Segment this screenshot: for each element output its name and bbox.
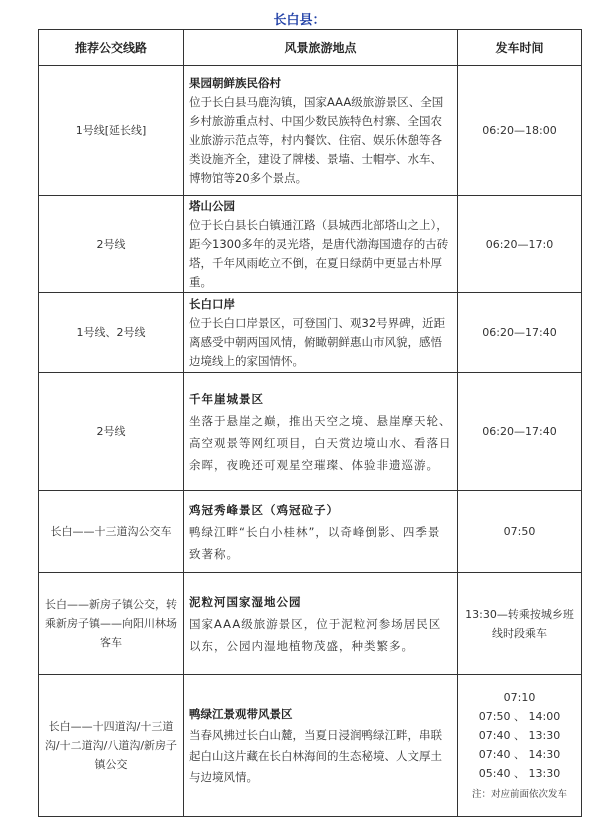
header-time: 发车时间 xyxy=(458,30,582,66)
header-place: 风景旅游地点 xyxy=(184,30,458,66)
table-row xyxy=(39,675,582,817)
place-name: 长白口岸 xyxy=(189,296,235,311)
place-cell xyxy=(184,573,458,675)
time-cell: 06:20—17:40 xyxy=(458,373,582,491)
table-row xyxy=(39,491,582,573)
table-header-row xyxy=(39,30,582,66)
place-name: 泥粒河国家湿地公园 xyxy=(189,594,302,609)
departure-time: 07:40 、 13:30 xyxy=(478,728,561,742)
time-cell: 07:50 xyxy=(458,491,582,573)
place-description: 鸭绿江畔“长白小桂林”，以奇峰倒影、四季景致著称。 xyxy=(189,524,441,561)
header-route: 推荐公交线路 xyxy=(39,30,184,66)
table-row xyxy=(39,373,582,491)
time-cell xyxy=(458,675,582,817)
place-name: 鸡冠秀峰景区（鸡冠砬子） xyxy=(189,502,339,517)
route-cell: 2号线 xyxy=(39,373,184,491)
time-cell: 06:20—17:0 xyxy=(458,196,582,293)
departure-time: 07:40 、 14:30 xyxy=(478,747,561,761)
place-description: 国家AAA级旅游景区，位于泥粒河参场居民区以东，公园内湿地植物茂盛，种类繁多。 xyxy=(189,616,442,653)
route-cell: 1号线、2号线 xyxy=(39,293,184,373)
place-cell xyxy=(184,196,458,293)
place-description: 位于长白县马鹿沟镇，国家AAA级旅游景区、全国乡村旅游重点村、中国少数民族特色村寨、全国农业旅游示范点等，村内餐饮、住宿、娱乐休憩等各类设施齐全，建设了牌楼、景墙、士帽亭、水车、博物馆等20多个景点。 xyxy=(189,94,444,185)
place-cell xyxy=(184,491,458,573)
table-row xyxy=(39,196,582,293)
time-cell: 06:20—18:00 xyxy=(458,66,582,196)
place-cell xyxy=(184,293,458,373)
place-name: 果园朝鲜族民俗村 xyxy=(189,75,281,90)
place-description: 坐落于悬崖之巅，推出天空之境、悬崖摩天轮、高空观景等网红项目，白天赏边境山水、看落日余晖，夜晚还可观星空璀璨、体验非遗巡游。 xyxy=(189,413,452,472)
time-cell: 06:20—17:40 xyxy=(458,293,582,373)
time-cell: 13:30—转乘按城乡班线时段乘车 xyxy=(458,573,582,675)
bus-route-table xyxy=(38,29,582,817)
departure-time: 07:10 xyxy=(503,690,536,704)
route-cell: 长白——十四道沟/十三道沟/十二道沟/八道沟/新房子镇公交 xyxy=(39,675,184,817)
departure-time: 05:40 、 13:30 xyxy=(478,766,561,780)
place-name: 千年崖城景区 xyxy=(189,391,264,406)
place-name: 鸭绿江景观带风景区 xyxy=(189,706,293,721)
place-cell xyxy=(184,675,458,817)
place-cell xyxy=(184,373,458,491)
table-row xyxy=(39,66,582,196)
route-cell: 2号线 xyxy=(39,196,184,293)
departure-time: 07:50 、 14:00 xyxy=(478,709,561,723)
table-row xyxy=(39,573,582,675)
place-description: 当春风拂过长白山麓，当夏日浸润鸭绿江畔，串联起白山这片藏在长白林海间的生态秘境、人文厚土与边境风情。 xyxy=(189,727,442,784)
place-name: 塔山公园 xyxy=(189,198,235,213)
table-row xyxy=(39,293,582,373)
route-cell: 1号线[延长线] xyxy=(39,66,184,196)
place-cell xyxy=(184,66,458,196)
place-description: 位于长白县长白镇通江路（县城西北部塔山之上），距今1300多年的灵光塔，是唐代渤海国遗存的古砖塔，千年风雨屹立不倒，在夏日绿荫中更显古朴厚重。 xyxy=(189,217,449,289)
departure-note: 注：对应前面依次发车 xyxy=(471,788,567,800)
page-title: 长白县： xyxy=(273,13,326,28)
route-cell: 长白——十三道沟公交车 xyxy=(39,491,184,573)
route-cell: 长白——新房子镇公交，转乘新房子镇——向阳川林场客车 xyxy=(39,573,184,675)
place-description: 位于长白口岸景区，可登国门、观32号界碑，近距离感受中朝两国风情，俯瞰朝鲜惠山市风貌，感悟边境线上的家国情怀。 xyxy=(189,315,446,368)
